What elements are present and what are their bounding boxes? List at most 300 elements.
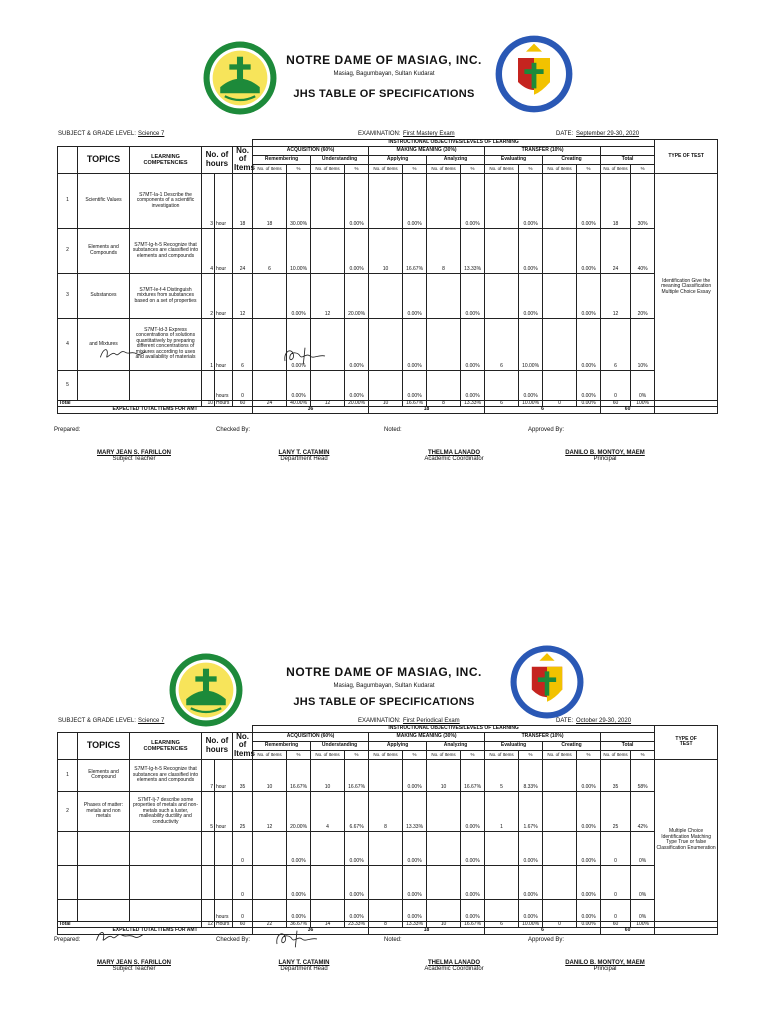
total-eva_p: 10.00% bbox=[519, 400, 543, 407]
competency-cell: S7MT-Ij-7 describe some properties of metals and non-metals such a luster, malleability ductility and conductivity bbox=[130, 791, 202, 831]
no-items-header: No. of Items bbox=[427, 165, 461, 174]
count-cell bbox=[311, 228, 345, 273]
percent-cell: 0.00% bbox=[345, 318, 369, 370]
row-number: 4 bbox=[58, 318, 78, 370]
topic-cell: and Mixtures bbox=[78, 318, 130, 370]
count-cell bbox=[543, 273, 577, 318]
signatory-role: Principal bbox=[593, 966, 617, 972]
percent-cell: 0.00% bbox=[461, 173, 485, 228]
signatory-role: Subject Teacher bbox=[112, 456, 156, 462]
total-cre_n: 0 bbox=[543, 400, 577, 407]
hours-header-line: No. of bbox=[205, 735, 229, 745]
count-cell bbox=[369, 899, 403, 921]
signature-icon bbox=[272, 924, 322, 954]
total-hours: 12 bbox=[202, 921, 215, 928]
count-cell bbox=[369, 865, 403, 899]
acquisition-header: ACQUISITION (60%) bbox=[253, 146, 369, 155]
items-header-line: Items bbox=[234, 163, 255, 173]
total-items: 60 bbox=[233, 400, 253, 407]
total-tot_n: 60 bbox=[601, 400, 631, 407]
percent-cell: 13.33% bbox=[461, 228, 485, 273]
no-items-header: No. of Items bbox=[253, 751, 287, 760]
total-rem_p: 36.67% bbox=[287, 921, 311, 928]
percent-cell: 30% bbox=[631, 173, 655, 228]
hours-value bbox=[202, 899, 215, 921]
count-cell: 25 bbox=[601, 791, 631, 831]
total-ana_n: 10 bbox=[427, 921, 461, 928]
count-cell: 10 bbox=[311, 759, 345, 791]
signatory-role: Principal bbox=[593, 456, 617, 462]
expected-label: EXPECTED TOTAL ITEMS FOR AMT bbox=[58, 407, 253, 414]
school-seal-icon bbox=[202, 40, 278, 116]
percent-cell: 0.00% bbox=[461, 318, 485, 370]
count-cell bbox=[485, 831, 519, 865]
pct-header: % bbox=[631, 751, 655, 760]
prepared-label: Prepared: bbox=[54, 937, 81, 943]
count-cell: 18 bbox=[253, 173, 287, 228]
count-cell bbox=[369, 831, 403, 865]
percent-cell: 16.67% bbox=[461, 759, 485, 791]
percent-cell: 0.00% bbox=[519, 273, 543, 318]
hours-unit: hours bbox=[215, 370, 233, 400]
competency-cell bbox=[130, 831, 202, 865]
hours-value: 3 bbox=[202, 173, 215, 228]
exam-value: First Mastery Exam bbox=[403, 131, 455, 137]
count-cell: 18 bbox=[601, 173, 631, 228]
signatory-name: MARY JEAN S. FARILLON bbox=[96, 450, 171, 456]
hours-unit bbox=[215, 831, 233, 865]
pct-header: % bbox=[519, 751, 543, 760]
percent-cell: 0.00% bbox=[287, 318, 311, 370]
percent-cell: 0.00% bbox=[577, 173, 601, 228]
analyzing-header: Analyzing bbox=[427, 741, 485, 750]
subject-label: SUBJECT & GRADE LEVEL: bbox=[58, 131, 136, 137]
percent-cell: 0.00% bbox=[461, 370, 485, 400]
signatory-role: Academic Coordinator bbox=[424, 456, 484, 462]
count-cell bbox=[253, 831, 287, 865]
approved-label: Approved By: bbox=[528, 937, 565, 943]
percent-cell: 16.67% bbox=[287, 759, 311, 791]
total-app_p: 16.67% bbox=[403, 400, 427, 407]
items-value: 25 bbox=[233, 791, 253, 831]
count-cell bbox=[253, 865, 287, 899]
total-cre_p: 0.00% bbox=[577, 921, 601, 928]
percent-cell: 16.67% bbox=[345, 759, 369, 791]
expected-total: 60 bbox=[601, 928, 655, 935]
count-cell bbox=[485, 173, 519, 228]
hours-unit: hours bbox=[215, 899, 233, 921]
table-cell bbox=[601, 146, 655, 155]
percent-cell: 0.00% bbox=[287, 899, 311, 921]
acquisition-header: ACQUISITION (60%) bbox=[253, 732, 369, 741]
date-value: October 29-30, 2020 bbox=[576, 718, 632, 724]
percent-cell: 0.00% bbox=[345, 173, 369, 228]
percent-cell: 6.67% bbox=[345, 791, 369, 831]
org-address: Masiag, Bagumbayan, Sultan Kudarat bbox=[333, 71, 435, 77]
objectives-header: INSTRUCTIONAL OBJECTIVES/LEVELS OF LEARNING bbox=[253, 140, 655, 147]
type-of-test-header: TYPE OF TEST bbox=[655, 140, 718, 174]
pct-header: % bbox=[403, 751, 427, 760]
count-cell bbox=[485, 899, 519, 921]
hours-unit bbox=[215, 865, 233, 899]
topic-cell: Phases of matter: metals and non metals bbox=[78, 791, 130, 831]
items-value: 12 bbox=[233, 273, 253, 318]
count-cell: 35 bbox=[601, 759, 631, 791]
signatory-role: Department Head bbox=[280, 456, 328, 462]
percent-cell: 0.00% bbox=[403, 273, 427, 318]
count-cell: 10 bbox=[427, 759, 461, 791]
topic-cell: Substances bbox=[78, 273, 130, 318]
remembering-header: Remembering bbox=[253, 155, 311, 164]
table-cell bbox=[655, 407, 718, 414]
total-label: Total bbox=[58, 921, 202, 928]
count-cell bbox=[311, 831, 345, 865]
no-items-header: No. of Items bbox=[543, 751, 577, 760]
table-row bbox=[58, 865, 718, 899]
signatory-name: DANILO B. MONTOY, MAEM bbox=[565, 960, 645, 966]
percent-cell: 0.00% bbox=[519, 831, 543, 865]
row-number: 1 bbox=[58, 173, 78, 228]
count-cell bbox=[543, 899, 577, 921]
table-cell bbox=[58, 732, 78, 759]
percent-cell: 10.00% bbox=[519, 318, 543, 370]
hours-value: 5 bbox=[202, 791, 215, 831]
analyzing-header: Analyzing bbox=[427, 155, 485, 164]
expected-label: EXPECTED TOTAL ITEMS FOR AMT bbox=[58, 928, 253, 935]
percent-cell: 0.00% bbox=[461, 865, 485, 899]
no-items-header: No. of Items bbox=[427, 751, 461, 760]
count-cell bbox=[427, 831, 461, 865]
type-of-test-header bbox=[655, 726, 718, 760]
count-cell bbox=[485, 865, 519, 899]
count-cell bbox=[427, 791, 461, 831]
creating-header: Creating bbox=[543, 155, 601, 164]
expected-acquisition: 36 bbox=[253, 407, 369, 414]
count-cell bbox=[311, 899, 345, 921]
signatory-role: Subject Teacher bbox=[112, 966, 156, 972]
exam-value: First Periodical Exam bbox=[403, 718, 460, 724]
date-value: September 29-30, 2020 bbox=[576, 131, 640, 137]
expected-transfer: 6 bbox=[485, 407, 601, 414]
header-row bbox=[58, 732, 718, 741]
percent-cell: 0.00% bbox=[403, 318, 427, 370]
items-header-line: No. of bbox=[236, 731, 249, 750]
competency-cell: S7MT-Ie-f-4 Distinguish mixtures from substances based on a set of properties bbox=[130, 273, 202, 318]
topic-cell bbox=[78, 370, 130, 400]
total-header: Total bbox=[601, 155, 655, 164]
percent-cell: 40% bbox=[631, 228, 655, 273]
total-tot_n: 60 bbox=[601, 921, 631, 928]
count-cell bbox=[543, 173, 577, 228]
percent-cell: 0.00% bbox=[519, 865, 543, 899]
hours-value bbox=[202, 865, 215, 899]
hours-value: 4 bbox=[202, 228, 215, 273]
tos-sheet-periodical bbox=[0, 512, 768, 1024]
topic-cell bbox=[78, 899, 130, 921]
percent-cell: 0.00% bbox=[461, 791, 485, 831]
percent-cell: 58% bbox=[631, 759, 655, 791]
total-label: Total bbox=[58, 400, 202, 407]
hours-unit: hour bbox=[215, 173, 233, 228]
count-cell bbox=[427, 899, 461, 921]
no-items-header: No. of Items bbox=[369, 165, 403, 174]
percent-cell: 0.00% bbox=[287, 831, 311, 865]
applying-header: Applying bbox=[369, 741, 427, 750]
competencies-header-line: COMPETENCIES bbox=[143, 745, 188, 752]
percent-cell: 0.00% bbox=[519, 173, 543, 228]
making-meaning-header: MAKING MEANING (30%) bbox=[369, 146, 485, 155]
count-cell bbox=[311, 173, 345, 228]
signatory-principal bbox=[530, 960, 680, 972]
items-header bbox=[233, 146, 253, 173]
count-cell: 0 bbox=[601, 370, 631, 400]
percent-cell: 0.00% bbox=[345, 899, 369, 921]
count-cell bbox=[543, 865, 577, 899]
percent-cell: 13.33% bbox=[403, 791, 427, 831]
topics-header: TOPICS bbox=[78, 732, 130, 759]
pct-header: % bbox=[519, 165, 543, 174]
specification-table bbox=[57, 139, 718, 414]
exam-label: EXAMINATION: bbox=[358, 718, 401, 724]
expected-row bbox=[58, 407, 718, 414]
total-und_n: 14 bbox=[311, 921, 345, 928]
percent-cell: 20.00% bbox=[287, 791, 311, 831]
count-cell: 6 bbox=[485, 318, 519, 370]
diocese-seal-icon bbox=[509, 644, 585, 720]
row-number: 1 bbox=[58, 759, 78, 791]
items-header-line: Items bbox=[234, 749, 255, 759]
pct-header: % bbox=[461, 751, 485, 760]
total-app_p: 13.33% bbox=[403, 921, 427, 928]
pct-header: % bbox=[577, 165, 601, 174]
subject-value: Science 7 bbox=[138, 718, 165, 724]
percent-cell: 0.00% bbox=[577, 791, 601, 831]
percent-cell: 0.00% bbox=[345, 831, 369, 865]
percent-cell: 0.00% bbox=[287, 370, 311, 400]
no-items-header: No. of Items bbox=[601, 751, 631, 760]
evaluating-header: Evaluating bbox=[485, 741, 543, 750]
percent-cell: 0.00% bbox=[403, 899, 427, 921]
no-items-header: No. of Items bbox=[253, 165, 287, 174]
items-value: 0 bbox=[233, 899, 253, 921]
topic-cell: Elements and Compound bbox=[78, 759, 130, 791]
specification-table bbox=[57, 725, 718, 935]
total-tot_p: 100% bbox=[631, 921, 655, 928]
expected-acquisition: 36 bbox=[253, 928, 369, 935]
org-name: NOTRE DAME OF MASIAG, INC. bbox=[286, 665, 482, 679]
competency-cell bbox=[130, 865, 202, 899]
count-cell: 0 bbox=[601, 865, 631, 899]
total-cre_n: 0 bbox=[543, 921, 577, 928]
objectives-header: INSTRUCTIONAL OBJECTIVES/LEVELS OF LEARNING bbox=[253, 726, 655, 733]
count-cell bbox=[369, 273, 403, 318]
count-cell bbox=[543, 791, 577, 831]
signatory-head bbox=[229, 450, 379, 462]
total-hours: 10 bbox=[202, 400, 215, 407]
hours-value: 2 bbox=[202, 273, 215, 318]
percent-cell: 0.00% bbox=[577, 831, 601, 865]
percent-cell: 0.00% bbox=[461, 273, 485, 318]
total-ana_p: 16.67% bbox=[461, 921, 485, 928]
hours-value: 1 bbox=[202, 318, 215, 370]
table-row bbox=[58, 318, 718, 370]
pct-header: % bbox=[287, 165, 311, 174]
total-rem_n: 24 bbox=[253, 400, 287, 407]
competency-cell bbox=[130, 370, 202, 400]
count-cell bbox=[543, 759, 577, 791]
hours-unit: hour bbox=[215, 228, 233, 273]
percent-cell: 20.00% bbox=[345, 273, 369, 318]
total-cre_p: 0.00% bbox=[577, 400, 601, 407]
items-header bbox=[233, 732, 253, 759]
row-number: 2 bbox=[58, 791, 78, 831]
signatory-principal bbox=[530, 450, 680, 462]
total-hours-unit: Hours bbox=[215, 921, 233, 928]
count-cell bbox=[369, 173, 403, 228]
total-und_p: 23.33% bbox=[345, 921, 369, 928]
expected-making-meaning: 18 bbox=[369, 407, 485, 414]
competencies-header-line: LEARNING bbox=[151, 153, 180, 160]
count-cell bbox=[543, 228, 577, 273]
total-ana_p: 13.33% bbox=[461, 400, 485, 407]
subject-label: SUBJECT & GRADE LEVEL: bbox=[58, 718, 136, 724]
pct-header: % bbox=[403, 165, 427, 174]
count-cell bbox=[253, 370, 287, 400]
subject-value: Science 7 bbox=[138, 131, 165, 137]
signatory-role: Department Head bbox=[280, 966, 328, 972]
count-cell: 12 bbox=[311, 273, 345, 318]
items-value: 6 bbox=[233, 318, 253, 370]
percent-cell: 16.67% bbox=[403, 228, 427, 273]
signature-icon bbox=[280, 343, 330, 369]
school-seal-icon bbox=[168, 652, 244, 728]
items-value: 0 bbox=[233, 370, 253, 400]
date-label: DATE: bbox=[556, 131, 574, 137]
row-number: 5 bbox=[58, 370, 78, 400]
row-number bbox=[58, 865, 78, 899]
percent-cell: 0.00% bbox=[403, 865, 427, 899]
percent-cell: 0.00% bbox=[461, 831, 485, 865]
percent-cell: 0% bbox=[631, 865, 655, 899]
type-of-test-cell: Identification Give the meaning Classification Multiple Choice Essay bbox=[655, 173, 718, 400]
count-cell bbox=[427, 865, 461, 899]
percent-cell: 10% bbox=[631, 318, 655, 370]
count-cell bbox=[427, 173, 461, 228]
total-und_p: 20.00% bbox=[345, 400, 369, 407]
checked-label: Checked By: bbox=[216, 427, 251, 433]
percent-cell: 0.00% bbox=[461, 899, 485, 921]
count-cell: 1 bbox=[485, 791, 519, 831]
total-app_n: 8 bbox=[369, 921, 403, 928]
signatory-name: THELMA LANADO bbox=[427, 450, 481, 456]
table-row bbox=[58, 759, 718, 791]
signatory-head bbox=[229, 960, 379, 972]
understanding-header: Understanding bbox=[311, 741, 369, 750]
count-cell: 24 bbox=[601, 228, 631, 273]
percent-cell: 42% bbox=[631, 791, 655, 831]
table-row bbox=[58, 831, 718, 865]
percent-cell: 0.00% bbox=[345, 865, 369, 899]
row-number bbox=[58, 831, 78, 865]
total-ana_n: 8 bbox=[427, 400, 461, 407]
table-cell bbox=[601, 732, 655, 741]
percent-cell: 0.00% bbox=[577, 370, 601, 400]
table-row bbox=[58, 173, 718, 228]
row-number: 3 bbox=[58, 273, 78, 318]
table-row bbox=[58, 899, 718, 921]
hours-unit: hour bbox=[215, 318, 233, 370]
topic-cell: Scientific Values bbox=[78, 173, 130, 228]
items-header-line: No. of bbox=[236, 145, 249, 164]
total-rem_p: 40.00% bbox=[287, 400, 311, 407]
type-of-test-cell: Multiple Choice Identification Matching Type True or false Classification Enumeration bbox=[655, 759, 718, 921]
count-cell bbox=[543, 831, 577, 865]
doc-title: JHS TABLE OF SPECIFICATIONS bbox=[293, 696, 475, 708]
count-cell bbox=[427, 273, 461, 318]
count-cell: 6 bbox=[253, 228, 287, 273]
hours-value bbox=[202, 831, 215, 865]
pct-header: % bbox=[461, 165, 485, 174]
expected-total: 60 bbox=[601, 407, 655, 414]
count-cell: 12 bbox=[601, 273, 631, 318]
percent-cell: 0.00% bbox=[577, 318, 601, 370]
count-cell: 4 bbox=[311, 791, 345, 831]
count-cell bbox=[369, 370, 403, 400]
total-eva_p: 10.00% bbox=[519, 921, 543, 928]
items-value: 18 bbox=[233, 173, 253, 228]
no-items-header: No. of Items bbox=[601, 165, 631, 174]
count-cell: 8 bbox=[369, 791, 403, 831]
no-items-header: No. of Items bbox=[485, 165, 519, 174]
signatory-name: LANY T. CATAMIN bbox=[278, 450, 330, 456]
prepared-label: Prepared: bbox=[54, 427, 81, 433]
count-cell: 10 bbox=[253, 759, 287, 791]
count-cell: 0 bbox=[601, 831, 631, 865]
approved-label: Approved By: bbox=[528, 427, 565, 433]
table-row bbox=[58, 791, 718, 831]
count-cell bbox=[543, 370, 577, 400]
expected-row bbox=[58, 928, 718, 935]
date-label: DATE: bbox=[556, 718, 574, 724]
percent-cell: 0.00% bbox=[519, 370, 543, 400]
competencies-header bbox=[130, 732, 202, 759]
hours-header-line: No. of bbox=[205, 149, 229, 159]
noted-label: Noted: bbox=[384, 427, 402, 433]
signatory-name: DANILO B. MONTOY, MAEM bbox=[565, 450, 645, 456]
count-cell bbox=[427, 370, 461, 400]
hours-header bbox=[202, 146, 233, 173]
percent-cell: 0.00% bbox=[345, 228, 369, 273]
count-cell: 12 bbox=[253, 791, 287, 831]
percent-cell: 0.00% bbox=[403, 759, 427, 791]
items-value: 35 bbox=[233, 759, 253, 791]
percent-cell: 0.00% bbox=[577, 273, 601, 318]
type-of-test-header-line: TEST bbox=[679, 741, 693, 748]
pct-header: % bbox=[577, 751, 601, 760]
noted-label: Noted: bbox=[384, 937, 402, 943]
no-items-header: No. of Items bbox=[369, 751, 403, 760]
signatory-role: Academic Coordinator bbox=[424, 966, 484, 972]
signature-icon bbox=[93, 926, 145, 948]
hours-header-line: hours bbox=[205, 158, 229, 168]
count-cell bbox=[485, 228, 519, 273]
signatory-coordinator bbox=[379, 450, 529, 462]
items-value: 24 bbox=[233, 228, 253, 273]
competencies-header-line: LEARNING bbox=[151, 739, 180, 746]
total-tot_p: 100% bbox=[631, 400, 655, 407]
org-address: Masiag, Bagumbayan, Sultan Kudarat bbox=[333, 683, 435, 689]
hours-value bbox=[202, 370, 215, 400]
